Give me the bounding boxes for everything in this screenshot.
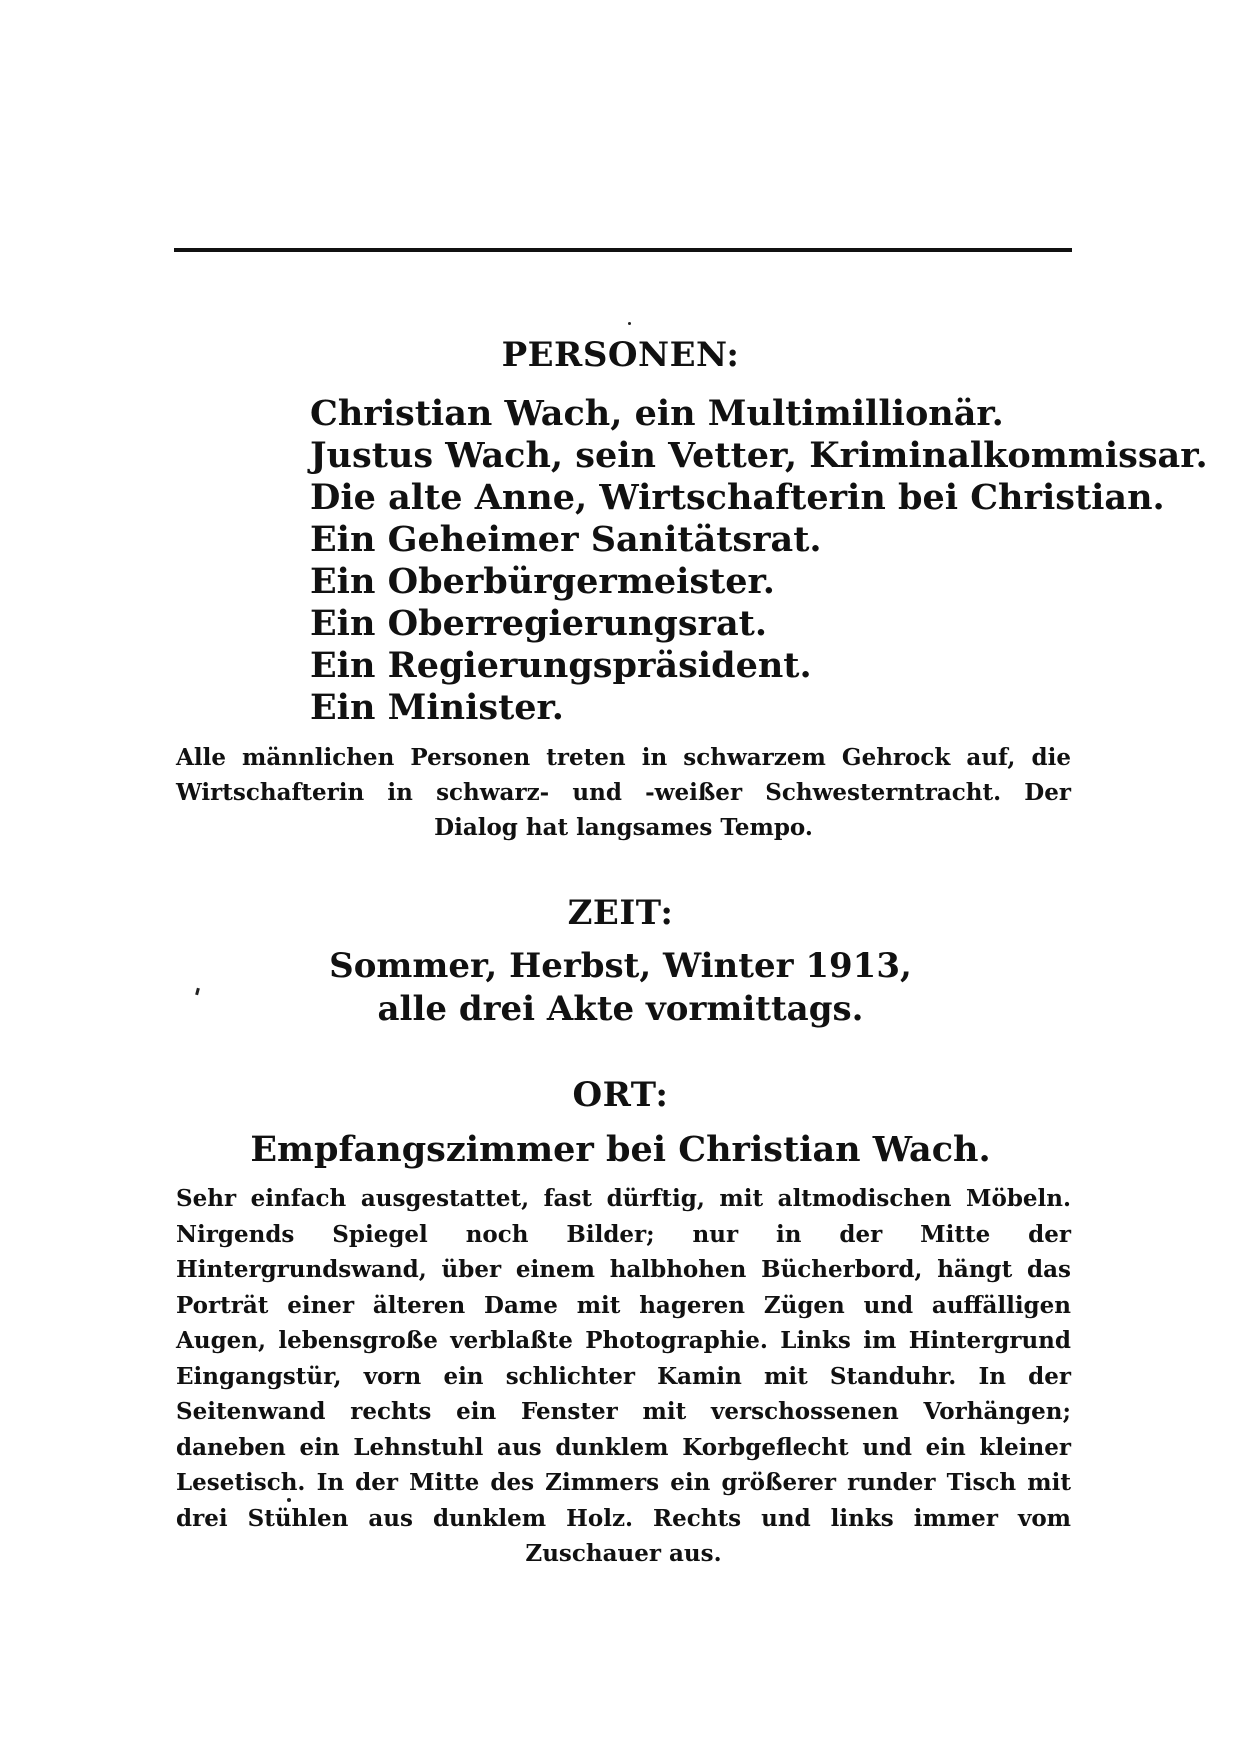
time-line: alle drei Akte vormittags. — [377, 989, 864, 1029]
cast-item: Ein Geheimer Sanitätsrat. — [310, 519, 822, 560]
cast-item: Christian Wach, ein Multimillionär. — [310, 393, 1004, 434]
set-description: Sehr einfach ausgestattet, fast dürftig, mit altmodischen Möbeln. Nirgends Spiegel noch Bilder; nur in der Mitte der Hintergrundswand, über einem halbhohen Bücherbord, hängt das Porträt einer älteren Dame mit hageren Zügen und auffälligen Augen, lebensgroße verblaßte Photographie. Links im Hintergrund Eingangstür, vorn ein schlichter Kamin mit Standuhr. In der Seitenwand rechts ein Fenster mit verschossenen Vorhängen; daneben ein Lehnstuhl aus dunklem Korbgeflecht und ein kleiner Lesetisch. In der Mitte des Zimmers ein größerer runder Tisch mit drei Stühlen aus dunklem Holz. Rechts und links immer vom Zuschauer aus. — [176, 1185, 1071, 1567]
time-block — [0, 945, 1241, 1031]
place-title: Empfangszimmer bei Christian Wach. — [250, 1129, 991, 1170]
time-line: Sommer, Herbst, Winter 1913, — [329, 946, 912, 986]
cast-item: Die alte Anne, Wirtschafterin bei Christian. — [310, 477, 1165, 518]
personen-heading: PERSONEN: — [501, 335, 740, 375]
print-speck — [628, 322, 631, 325]
print-speck — [287, 1498, 291, 1502]
cast-item: Ein Oberregierungsrat. — [310, 603, 767, 644]
costume-note: Alle männlichen Personen treten in schwarzem Gehrock auf, die Wirtschafterin in schwarz- und -weißer Schwesterntracht. Der Dialog hat langsames Tempo. — [176, 744, 1071, 841]
zeit-heading: ZEIT: — [567, 893, 674, 933]
top-rule — [174, 248, 1072, 252]
cast-item: Justus Wach, sein Vetter, Kriminalkommissar. — [310, 435, 1208, 476]
cast-item: Ein Oberbürgermeister. — [310, 561, 775, 602]
cast-list — [310, 393, 1208, 729]
cast-item: Ein Minister. — [310, 687, 564, 728]
ort-heading: ORT: — [572, 1075, 669, 1115]
cast-item: Ein Regierungspräsident. — [310, 645, 812, 686]
